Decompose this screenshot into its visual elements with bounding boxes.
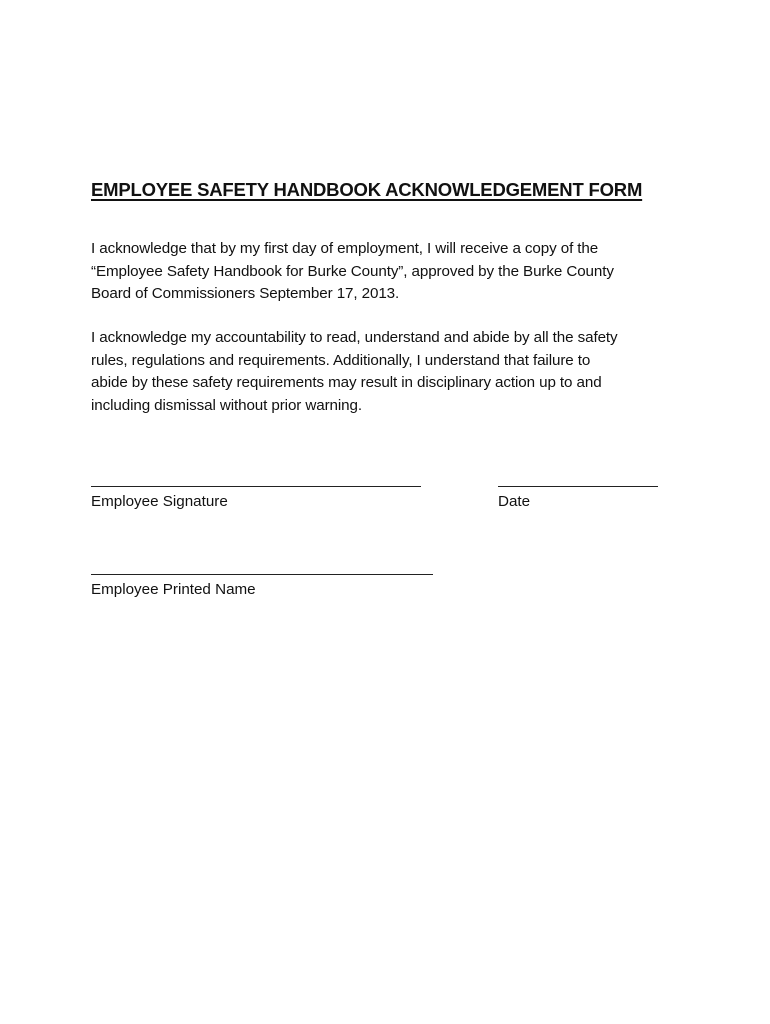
employee-signature-field — [91, 486, 421, 510]
employee-printed-name-field — [91, 574, 433, 598]
paragraph-line: abide by these safety requirements may result in disciplinary action up to and — [91, 374, 602, 391]
acknowledgement-paragraph-receipt — [91, 238, 681, 306]
date-field — [498, 486, 658, 510]
paragraph-line: rules, regulations and requirements. Additionally, I understand that failure to — [91, 351, 591, 369]
employee-printed-name-line[interactable] — [91, 574, 433, 575]
paragraph-line: including dismissal without prior warning. — [91, 396, 362, 414]
acknowledgement-paragraph-accountability — [91, 327, 681, 417]
paragraph-line: I acknowledge my accountability to read, understand and abide by all the safety — [91, 329, 618, 346]
date-label: Date — [498, 493, 531, 510]
form-title: EMPLOYEE SAFETY HANDBOOK ACKNOWLEDGEMENT FORM — [91, 179, 643, 200]
paragraph-line: “Employee Safety Handbook for Burke County”, approved by the Burke County — [91, 262, 614, 280]
paragraph-line: Board of Commissioners September 17, 2013. — [91, 285, 400, 302]
employee-signature-label: Employee Signature — [91, 493, 228, 510]
paragraph-line: I acknowledge that by my first day of employment, I will receive a copy of the — [91, 240, 599, 257]
date-line[interactable] — [498, 486, 658, 487]
employee-printed-name-label: Employee Printed Name — [91, 581, 256, 598]
employee-signature-line[interactable] — [91, 486, 421, 487]
